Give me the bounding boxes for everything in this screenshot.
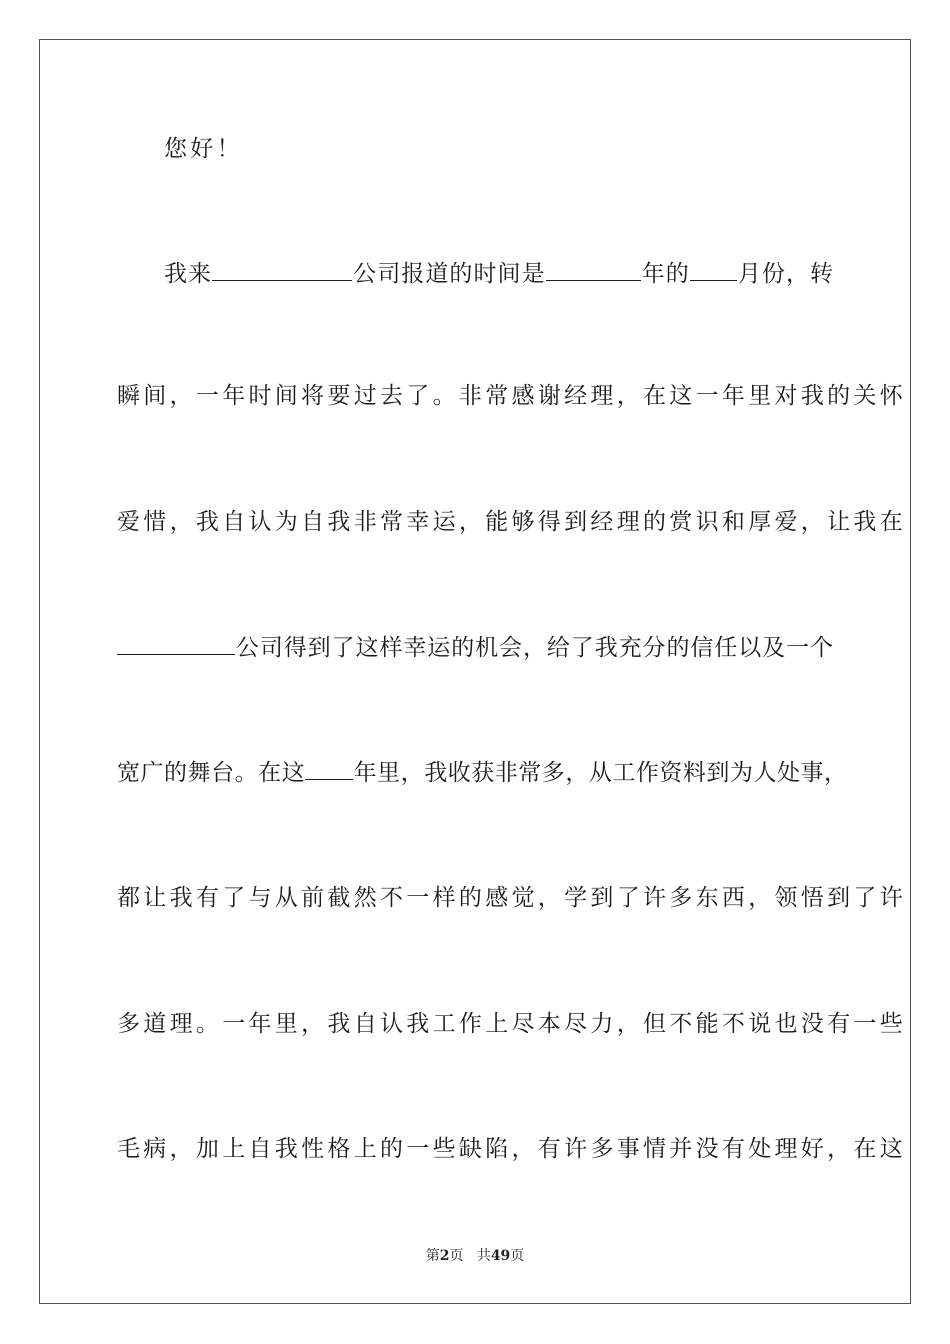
line4-text: 公司得到了这样幸运的机会，给了我充分的信任以及一个 (235, 635, 833, 661)
month-blank (690, 258, 737, 281)
body-line-6: 都让我有了与从前截然不一样的感觉，学到了许多东西，领悟到了许 (117, 885, 906, 911)
page-suffix: 页 (449, 1248, 464, 1264)
line1-text-c: 年的 (640, 261, 690, 287)
line1-text-d: 月份，转 (736, 261, 834, 287)
total-page-count: 49 (490, 1248, 511, 1264)
body-line-8: 毛病，加上自我性格上的一些缺陷，有许多事情并没有处理好，在这 (117, 1136, 906, 1162)
line5-text-a: 宽广的舞台。在这 (117, 760, 306, 786)
line1-text-b: 公司报道的时间是 (352, 261, 546, 287)
body-line-3: 爱惜，我自认为自我非常幸运，能够得到经理的赏识和厚爱，让我在 (117, 509, 906, 535)
page-prefix: 第 (425, 1248, 440, 1264)
body-line-5 (117, 757, 847, 789)
body-line-7: 多道理。一年里，我自认我工作上尽本尽力，但不能不说也没有一些 (117, 1011, 906, 1037)
total-prefix: 共 (476, 1248, 491, 1264)
years-blank (305, 757, 353, 780)
total-suffix: 页 (510, 1248, 525, 1264)
body-line-4 (117, 632, 833, 664)
company-name-blank-2 (117, 632, 235, 655)
page-border (39, 39, 911, 1304)
line5-text-b: 年里，我收获非常多，从工作资料到为人处事， (353, 760, 848, 786)
greeting-line (164, 133, 833, 165)
current-page-number: 2 (439, 1248, 450, 1264)
line1-text-a: 我来 (164, 261, 213, 287)
year-blank (546, 258, 641, 281)
greeting-text: 您好！ (164, 136, 243, 162)
company-name-blank (212, 258, 352, 281)
body-line-2: 瞬间，一年时间将要过去了。非常感谢经理，在这一年里对我的关怀 (117, 383, 906, 409)
page-footer (0, 1246, 950, 1266)
body-line-1 (164, 258, 833, 290)
